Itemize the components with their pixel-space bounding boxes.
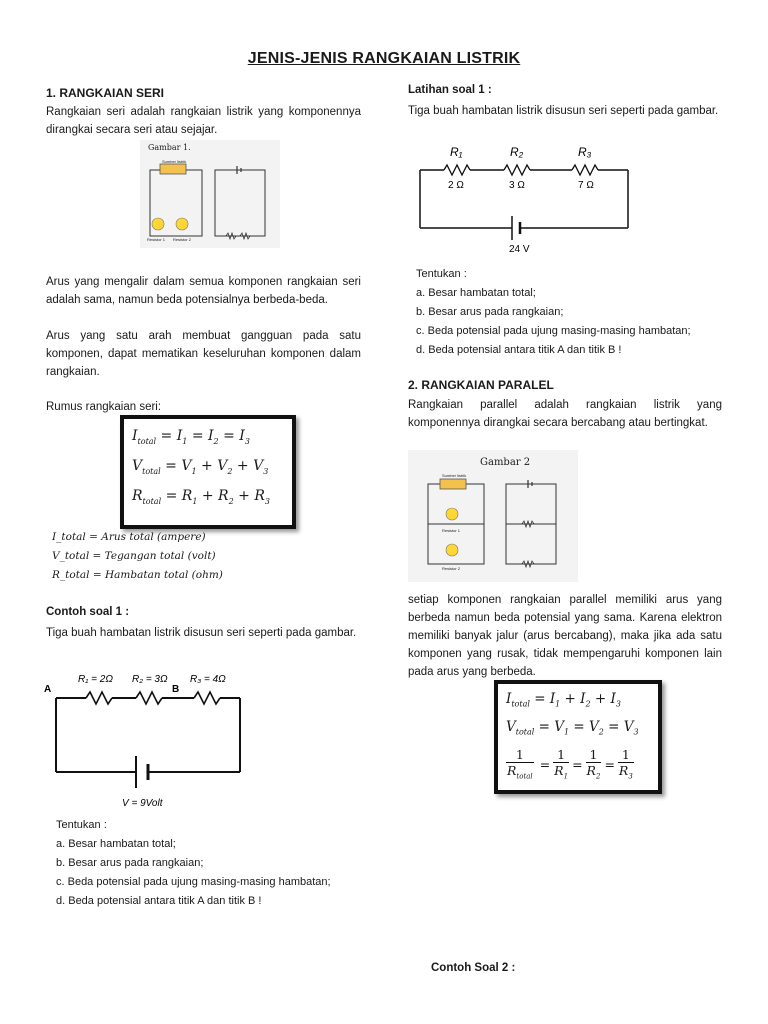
resistor-1-label: Resistor 1 — [442, 528, 461, 533]
example-2-heading: Contoh Soal 2 : — [431, 962, 516, 974]
section-heading-seri: 1. RANGKAIAN SERI — [46, 86, 165, 100]
resistor-2-label: Resistor 2 — [173, 237, 192, 242]
resistor-2-label: Resistor 2 — [442, 566, 461, 571]
formula-legend — [52, 528, 223, 585]
figure-caption: Gambar 1. — [148, 143, 191, 152]
r1-label: R₁ = 2Ω — [78, 674, 113, 685]
example-1-questions — [56, 816, 331, 911]
seri-paragraph-1: Arus yang mengalir dalam semua komponen rangkaian seri adalah sama, namun beda potensialnya berbeda-beda. — [46, 276, 361, 306]
resistor-1-label: Resistor 1 — [147, 237, 166, 242]
paralel-paragraph: setiap komponen rangkaian parallel memiliki arus yang berbeda namun beda potensial yang sama. Karena elektron memiliki banyak jalur (arus bercabang), maka jika ada satu komponen yang rusak, tidak mempengaruhi komponen lain pada arus yang berbeda. — [408, 594, 722, 678]
series-formula-box — [120, 415, 296, 529]
source-label: Sumber listrik — [442, 473, 467, 478]
question-item: c. Beda potensial pada ujung masing-masing hambatan; — [416, 325, 691, 337]
r2-value: 3 Ω — [509, 180, 525, 191]
exercise-1-questions — [416, 265, 691, 360]
r2-label: R₂ = 3Ω — [132, 674, 168, 685]
example-1-circuit — [46, 668, 266, 810]
formula-voltage: $V_{total} = V_1 = V_2 = V_3$ — [506, 718, 639, 737]
formula-resistance: $R_{total} = R_1 + R_2 + R_3$ — [132, 487, 270, 506]
voltage-label: V = 9Volt — [122, 798, 163, 809]
legend-voltage: V_total = Tegangan total (volt) — [52, 550, 216, 562]
page-title: JENIS-JENIS RANGKAIAN LISTRIK — [247, 50, 521, 67]
example-1-text: Tiga buah hambatan listrik disusun seri seperti pada gambar. — [46, 627, 357, 639]
figure-series-circuit — [140, 140, 280, 248]
seri-formula-title: Rumus rangkaian seri: — [46, 401, 162, 413]
question-item: b. Besar arus pada rangkaian; — [56, 857, 204, 869]
source-label: Sumber listrik — [162, 159, 187, 164]
question-item: b. Besar arus pada rangkaian; — [416, 306, 564, 318]
formula-resistance: 1 $R_{total}$ = $\frac{1}{R_1}$ = $\frac{1}{R_2}$ = $\frac{1}{R_3}$ — [507, 747, 633, 781]
formula-current: $I_{total} = I_1 + I_2 + I_3$ — [506, 691, 621, 709]
formula-current: $I_{total} = I_1 = I_2 = I_3$ — [132, 428, 250, 446]
seri-definition: Rangkaian seri adalah rangkaian listrik yang komponennya dirangkai secara seri atau sejajar. — [46, 106, 361, 136]
series-circuit-diagram — [140, 140, 280, 248]
figure-caption: Gambar 2 — [480, 457, 531, 468]
question-item: d. Beda potensial antara titik A dan titik B ! — [416, 344, 622, 356]
tentukan-label: Tentukan : — [416, 268, 467, 280]
question-item: c. Beda potensial pada ujung masing-masing hambatan; — [56, 876, 331, 888]
figure-parallel-circuit — [408, 450, 578, 582]
seri-paragraph-2: Arus yang satu arah membuat gangguan pada satu komponen, dapat mematikan keseluruhan komponen dalam rangkaian. — [46, 330, 361, 378]
legend-resistance: R_total = Hambatan total (ohm) — [52, 569, 223, 581]
exercise-1-text: Tiga buah hambatan listrik disusun seri seperti pada gambar. — [408, 105, 719, 117]
section-heading-paralel: 2. RANGKAIAN PARALEL — [408, 378, 554, 392]
question-item: d. Beda potensial antara titik A dan titik B ! — [56, 895, 262, 907]
tentukan-label: Tentukan : — [56, 819, 107, 831]
formula-voltage: $V_{total} = V_1 + V_2 + V_3$ — [132, 457, 269, 476]
exercise-1-heading: Latihan soal 1 : — [408, 84, 492, 96]
point-b-label: B — [172, 684, 180, 695]
r2-label: R₂ — [510, 145, 524, 159]
question-item: a. Besar hambatan total; — [56, 838, 176, 850]
r3-label: R₃ = 4Ω — [190, 674, 226, 685]
question-item: a. Besar hambatan total; — [416, 287, 536, 299]
voltage-label: 24 V — [509, 244, 530, 255]
r3-value: 7 Ω — [578, 180, 594, 191]
r1-label: R₁ — [450, 145, 463, 159]
paralel-definition: Rangkaian parallel adalah rangkaian listrik yang komponennya dirangkai secara bercabang atau bertingkat. — [408, 399, 722, 429]
point-a-label: A — [44, 684, 52, 695]
example-1-heading: Contoh soal 1 : — [46, 606, 130, 618]
parallel-circuit-diagram — [408, 450, 578, 582]
legend-current: I_total = Arus total (ampere) — [52, 531, 206, 543]
parallel-formula-box — [494, 680, 662, 794]
exercise-1-circuit — [408, 140, 638, 260]
r1-value: 2 Ω — [448, 180, 464, 191]
r3-label: R₃ — [578, 145, 592, 159]
